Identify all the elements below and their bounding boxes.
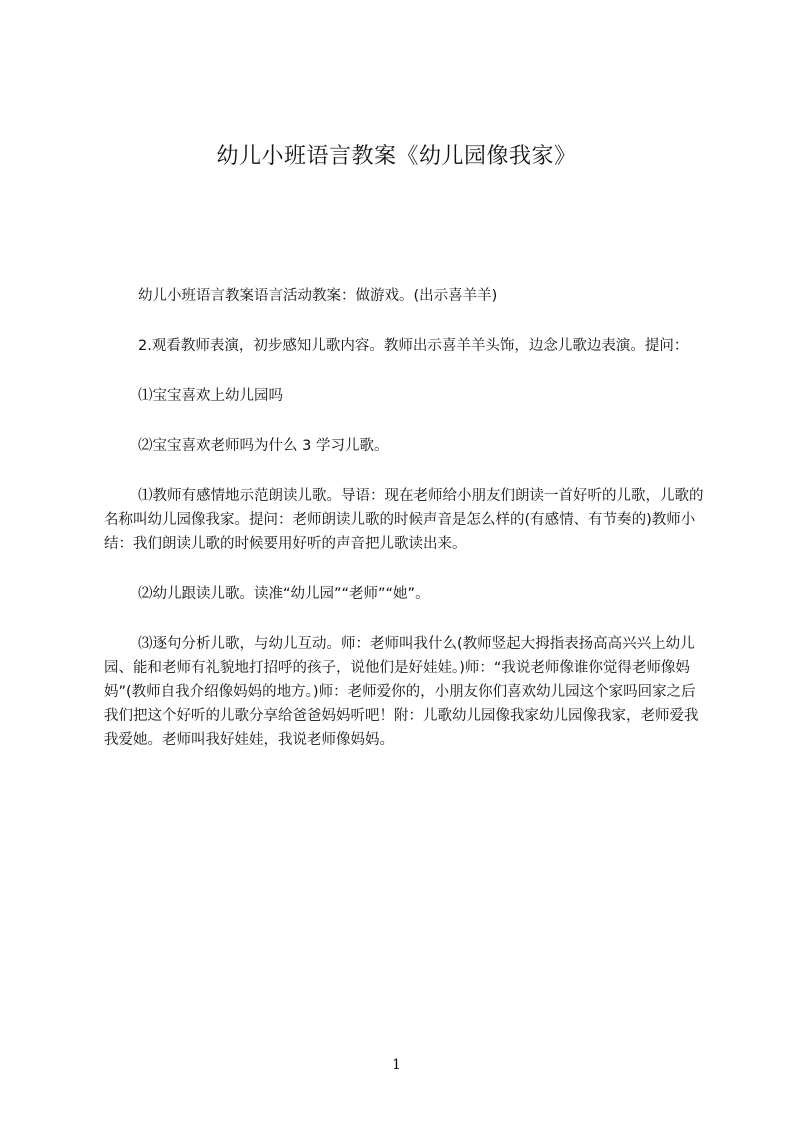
paragraph-question-2: ⑵宝宝喜欢老师吗为什么 3 学习儿歌。	[138, 438, 389, 454]
paragraph-intro: 幼儿小班语言教案语言活动教案：做游戏。(出示喜羊羊)	[138, 288, 498, 304]
paragraph-follow-reading: ⑵幼儿跟读儿歌。读准“幼儿园”“老师”“她”。	[138, 586, 430, 602]
document-title: 幼儿小班语言教案《幼儿园像我家》	[216, 144, 577, 169]
paragraph-step-2: 2.观看教师表演，初步感知儿歌内容。教师出示喜羊羊头饰，边念儿歌边表演。提问：	[138, 338, 689, 354]
document-body	[104, 284, 704, 752]
paragraph-question-1: ⑴宝宝喜欢上幼儿园吗	[138, 388, 283, 404]
paragraph-demo-reading: ⑴教师有感情地示范朗读儿歌。导语：现在老师给小朋友们朗读一首好听的儿歌，儿歌的名称叫幼儿园像我家。提问：老师朗读儿歌的时候声音是怎么样的(有感情、有节奏的)教师小结：我们朗读儿歌的时候要用好听的声音把儿歌读出来。	[104, 488, 704, 552]
paragraph-analysis: ⑶逐句分析儿歌，与幼儿互动。师：老师叫我什么(教师竖起大拇指表扬高高兴兴上幼儿园、能和老师有礼貌地打招呼的孩子，说他们是好娃娃。)师：“我说老师像谁你觉得老师像妈妈”(教师自我介绍像妈妈的地方。)师：老师爱你的，小朋友你们喜欢幼儿园这个家吗回家之后我们把这个好听的儿歌分享给爸爸妈妈听吧！附：儿歌幼儿园像我家幼儿园像我家，老师爱我我爱她。老师叫我好娃娃，我说老师像妈妈。	[104, 636, 699, 748]
page-number: 1	[392, 1057, 401, 1073]
